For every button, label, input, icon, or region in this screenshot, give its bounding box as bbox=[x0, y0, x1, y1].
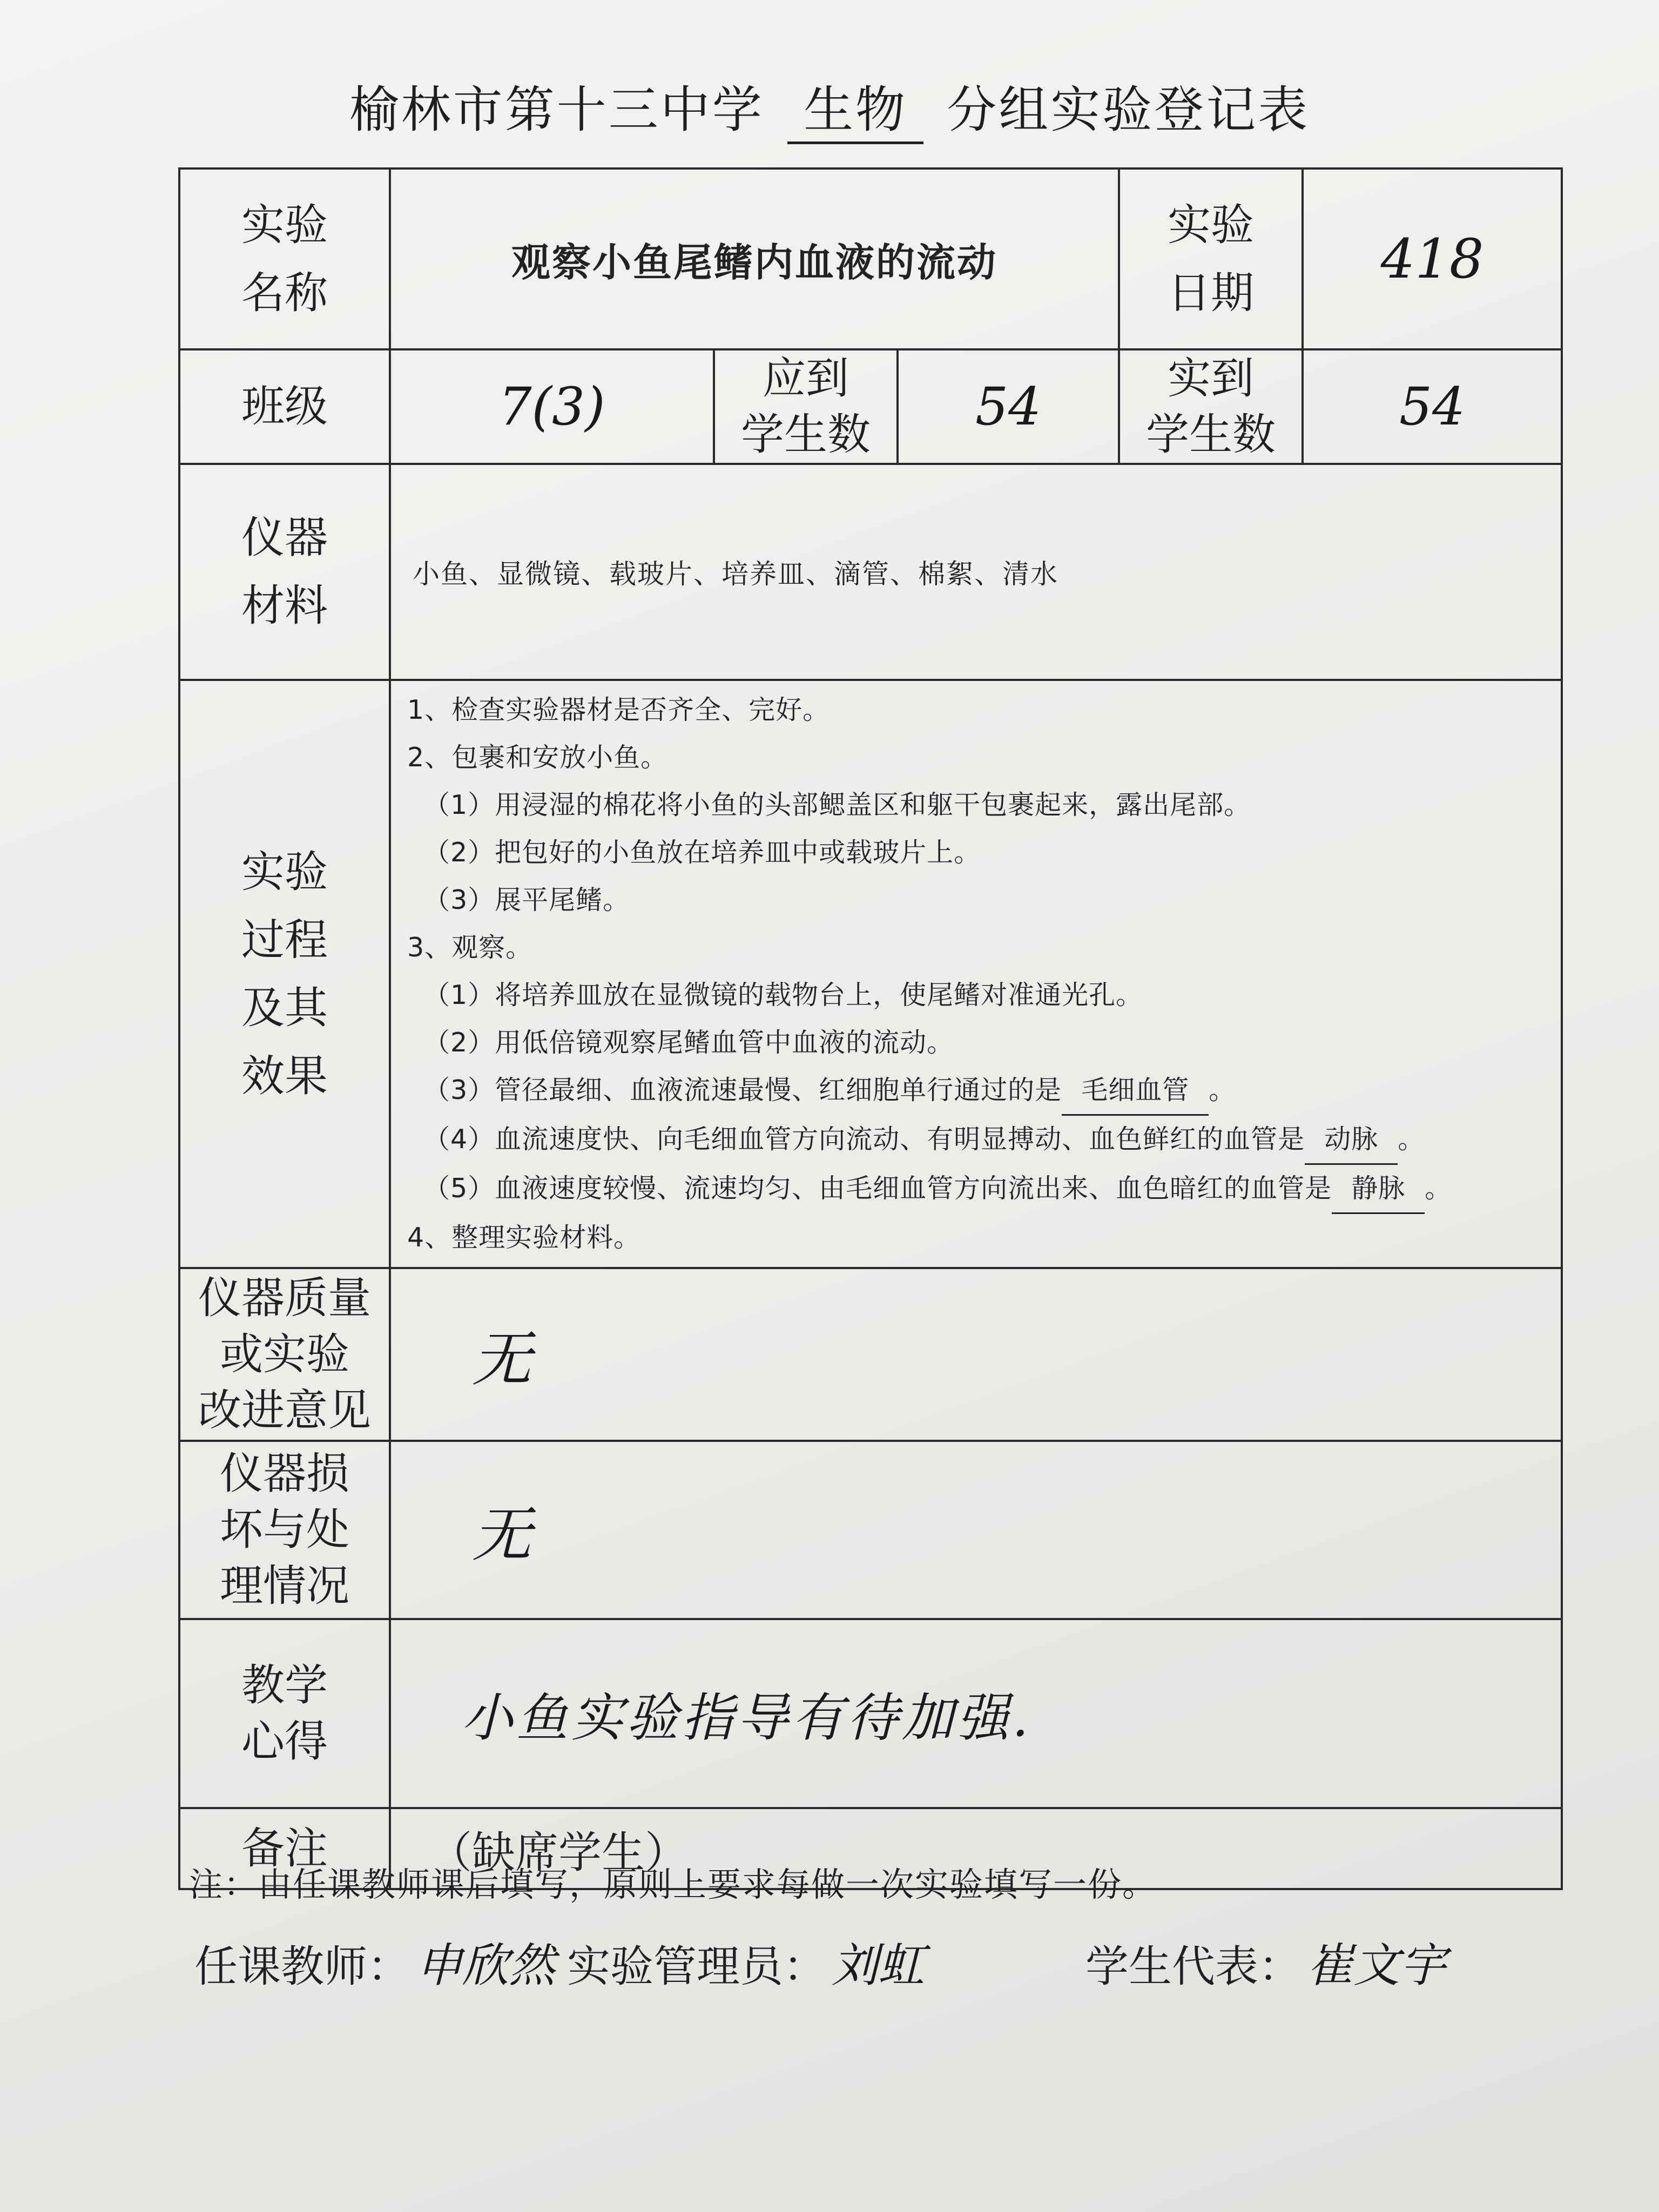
step-3-1: （1）将培养皿放在显微镜的载物台上，使尾鳍对准通光孔。 bbox=[423, 980, 1143, 1010]
row-process bbox=[179, 680, 1562, 1268]
damage-value: 无 bbox=[390, 1441, 1562, 1619]
label-class: 班级 bbox=[179, 349, 390, 464]
step-2: 2、包裹和安放小鱼。 bbox=[407, 742, 668, 773]
label-actual-students: 实到 学生数 bbox=[1119, 349, 1303, 464]
label-damage: 仪器损 坏与处 理情况 bbox=[179, 1441, 390, 1619]
title-form-name: 分组实验登记表 bbox=[947, 81, 1310, 139]
label-quality: 仪器质量 或实验 改进意见 bbox=[179, 1268, 390, 1441]
title-subject: 生物 bbox=[787, 70, 923, 144]
label-materials: 仪器 材料 bbox=[179, 464, 390, 680]
step-3-5: （5）血液速度较慢、流速均匀、由毛细血管方向流出来、血色暗红的血管是 静脉 。 bbox=[407, 1165, 1550, 1214]
label-experiment-date: 实验 日期 bbox=[1119, 168, 1303, 349]
label-expected-students: 应到 学生数 bbox=[714, 349, 898, 464]
answer-vein: 静脉 bbox=[1332, 1165, 1425, 1214]
admin-name: 刘虹 bbox=[832, 1939, 925, 1993]
label-experiment-name: 实验 名称 bbox=[179, 168, 390, 349]
answer-capillary: 毛细血管 bbox=[1062, 1067, 1209, 1116]
reflection-value: 小鱼实验指导有待加强. bbox=[390, 1619, 1562, 1808]
step-3: 3、观察。 bbox=[407, 932, 533, 963]
label-reflection: 教学 心得 bbox=[179, 1619, 390, 1808]
row-quality bbox=[179, 1268, 1562, 1441]
materials-value: 小鱼、显微镜、载玻片、培养皿、滴管、棉絮、清水 bbox=[390, 464, 1562, 680]
student-representative-signature: 学生代表： 崔文宇 bbox=[1085, 1939, 1446, 1993]
admin-signature: 实验管理员： 刘虹 bbox=[567, 1939, 925, 1993]
quality-value: 无 bbox=[390, 1268, 1562, 1441]
answer-artery: 动脉 bbox=[1305, 1116, 1398, 1165]
row-experiment-name bbox=[179, 168, 1562, 349]
remarks-value: （缺席学生） bbox=[390, 1808, 1562, 1889]
student-name: 崔文宇 bbox=[1307, 1939, 1446, 1993]
step-1: 1、检查实验器材是否齐全、完好。 bbox=[407, 694, 830, 725]
form-title bbox=[0, 70, 1659, 144]
teacher-name: 申欣然 bbox=[416, 1939, 555, 1993]
process-steps bbox=[390, 680, 1562, 1268]
step-2-2: （2）把包好的小鱼放在培养皿中或载玻片上。 bbox=[423, 837, 981, 868]
label-remarks: 备注 bbox=[179, 1808, 390, 1889]
step-3-2: （2）用低倍镜观察尾鳍血管中血液的流动。 bbox=[423, 1027, 954, 1058]
experiment-date-value: 418 bbox=[1303, 168, 1562, 349]
class-value: 7(3) bbox=[390, 349, 714, 464]
actual-students-value: 54 bbox=[1303, 349, 1562, 464]
step-3-4: （4）血流速度快、向毛细血管方向流动、有明显搏动、血色鲜红的血管是 动脉 。 bbox=[407, 1116, 1550, 1165]
label-process: 实验 过程 及其 效果 bbox=[179, 680, 390, 1268]
registration-table bbox=[178, 167, 1563, 1890]
step-2-3: （3）展平尾鳍。 bbox=[423, 885, 630, 915]
step-3-3: （3）管径最细、血液流速最慢、红细胞单行通过的是 毛细血管 。 bbox=[407, 1067, 1550, 1116]
row-reflection bbox=[179, 1619, 1562, 1808]
row-materials bbox=[179, 464, 1562, 680]
teacher-signature: 任课教师： 申欣然 bbox=[194, 1939, 555, 1993]
expected-students-value: 54 bbox=[898, 349, 1119, 464]
title-school: 榆林市第十三中学 bbox=[349, 81, 764, 139]
row-class bbox=[179, 349, 1562, 464]
row-damage bbox=[179, 1441, 1562, 1619]
step-4: 4、整理实验材料。 bbox=[407, 1222, 641, 1253]
footer-note: 注：由任课教师课后填写，原则上要求每做一次实验填写一份。 bbox=[189, 1865, 1157, 1904]
experiment-name-value: 观察小鱼尾鳍内血液的流动 bbox=[390, 168, 1119, 349]
step-2-1: （1）用浸湿的棉花将小鱼的头部鳃盖区和躯干包裹起来，露出尾部。 bbox=[423, 790, 1251, 820]
